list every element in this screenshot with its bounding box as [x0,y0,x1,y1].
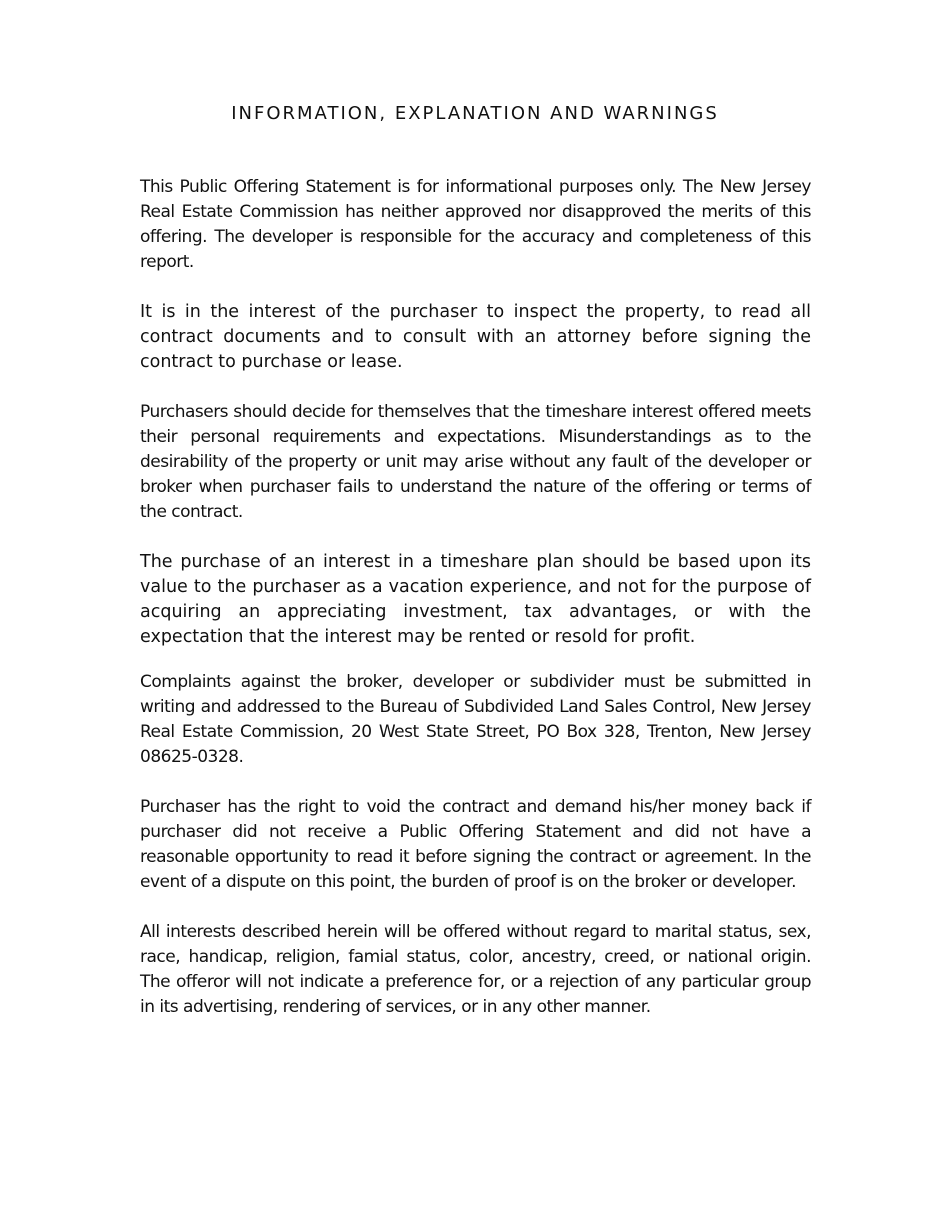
paragraph-inspect-property: It is in the interest of the purchaser to inspect the property, to read all contract documents and to consult with an attorney before signing the contract to purchase or lease. [140,302,811,372]
paragraph-purchase-value: The purchase of an interest in a timeshare plan should be based upon its value to the purchaser as a vacation experience, and not for the purpose of acquiring an appreciating investment, tax advantages, or with the expectation that the interest may be rented or resold for profit. [140,552,811,647]
paragraph-right-to-void: Purchaser has the right to void the contract and demand his/her money back if purchaser did not receive a Public Offering Statement and did not have a reasonable opportunity to read it before signing the contract or agreement. In the event of a dispute on this point, the burden of proof is on the broker or developer. [140,797,811,892]
document-body [140,175,811,1045]
paragraph-non-discrimination: All interests described herein will be offered without regard to marital status, sex, race, handicap, religion, famial status, color, ancestry, creed, or national origin. The offeror will not indicate a preference for, or a rejection of any particular group in its advertising, rendering of services, or in any other manner. [140,922,811,1017]
page-title: INFORMATION, EXPLANATION AND WARNINGS [231,103,719,124]
paragraph-informational-purpose: This Public Offering Statement is for informational purposes only. The New Jersey Real Estate Commission has neither approved nor disapproved the merits of this offering. The developer is responsible for the accuracy and completeness of this report. [140,177,811,272]
paragraph-purchaser-decision: Purchasers should decide for themselves that the timeshare interest offered meets their personal requirements and expectations. Misunderstandings as to the desirability of the property or unit may arise without any fault of the developer or broker when purchaser fails to understand the nature of the offering or terms of the contract. [140,402,811,522]
paragraph-complaints: Complaints against the broker, developer or subdivider must be submitted in writing and addressed to the Bureau of Subdivided Land Sales Control, New Jersey Real Estate Commission, 20 West State Street, PO Box 328, Trenton, New Jersey 08625-0328. [140,672,811,767]
